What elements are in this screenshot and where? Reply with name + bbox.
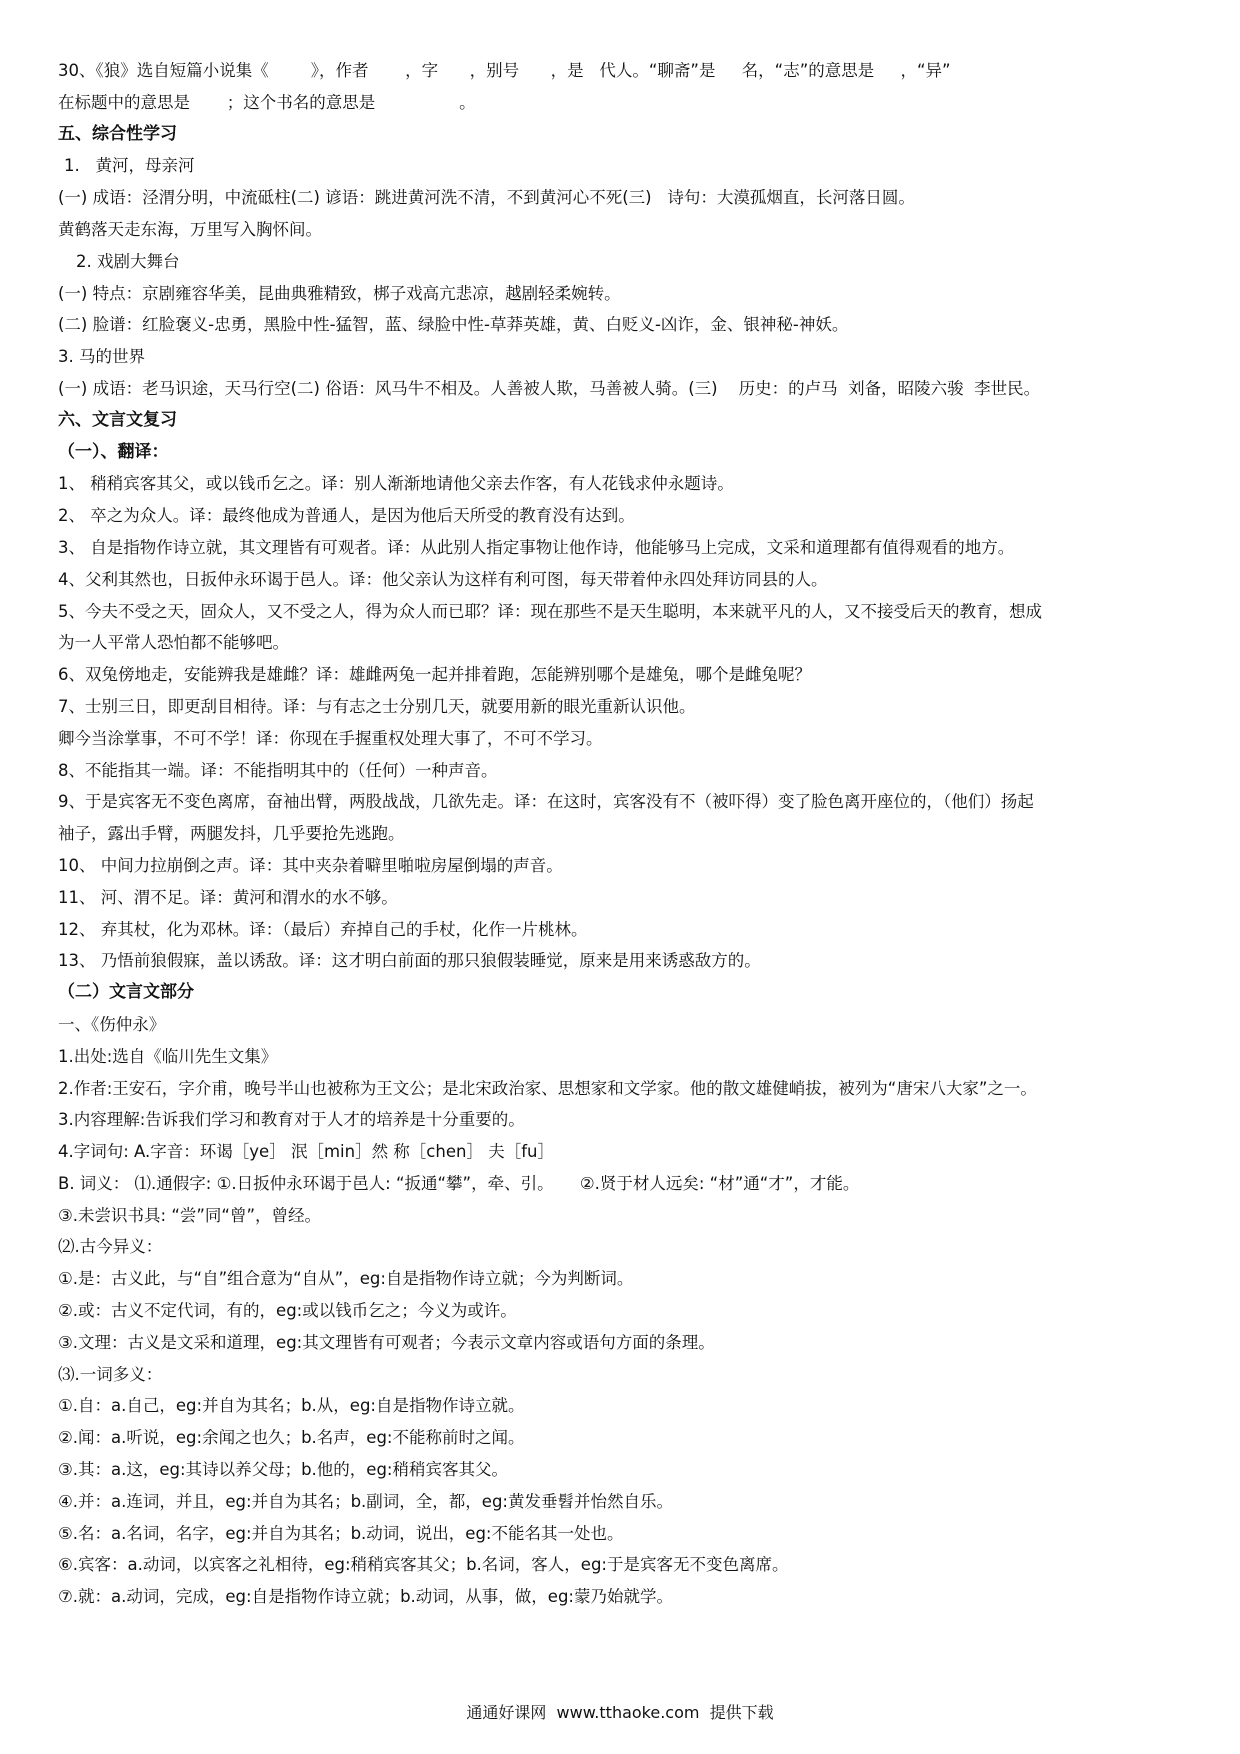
text-line: ①.自：a.自己，eg:并自为其名；b.从，eg:自是指物作诗立就。: [58, 1396, 525, 1416]
section-heading: 六、文言文复习: [58, 409, 177, 430]
text-line: ③.文理：古义是文采和道理，eg:其文理皆有可观者；今表示文章内容或语句方面的条理。: [58, 1332, 715, 1352]
text-line: 9、于是宾客无不变色离席，奋袖出臂，两股战战，几欲先走。译：在这时，宾客没有不（被吓得）变了脸色离开座位的，（他们）扬起: [58, 792, 1034, 812]
text-line: (一) 成语：泾渭分明，中流砥柱(二) 谚语：跳进黄河洗不清，不到黄河心不死(三) 诗句：大漠孤烟直，长河落日圆。: [58, 188, 915, 208]
text-line: 5、今夫不受之天，固众人，又不受之人，得为众人而已耶？译：现在那些不是天生聪明，本来就平凡的人，又不接受后天的教育，想成: [58, 601, 1042, 621]
text-line: 卿今当涂掌事，不可不学！译：你现在手握重权处理大事了，不可不学习。: [58, 728, 603, 748]
text-line: B. 词义： ⑴.通假字: ①.日扳仲永环谒于邑人: “扳通“攀”，牵、引。 ②.贤于材人远矣: “材”通“才”，才能。: [58, 1173, 860, 1193]
text-line: 在标题中的意思是 ；这个书名的意思是 。: [58, 92, 476, 112]
text-line: 8、不能指其一端。译：不能指明其中的（任何）一种声音。: [58, 760, 498, 780]
text-line: (二) 脸谱：红脸褒义-忠勇，黑脸中性-猛智，蓝、绿脸中性-草莽英雄，黄、白贬义-凶诈，金、银神秘-神妖。: [58, 315, 849, 335]
text-line: 3. 马的世界: [58, 347, 145, 367]
text-line: 1.出处:选自《临川先生文集》: [58, 1046, 278, 1066]
text-line: 2.作者:王安石，字介甫，晚号半山也被称为王文公；是北宋政治家、思想家和文学家。他的散文雄健峭拔，被列为“唐宋八大家”之一。: [58, 1078, 1037, 1098]
text-line: 4.字词句: A.字音：环谒［ye］ 泯［min］然 称［chen］ 夫［fu］: [58, 1142, 554, 1162]
section-heading: 五、综合性学习: [58, 123, 177, 144]
section-heading: （二）文言文部分: [58, 982, 194, 1003]
document-body: [58, 55, 1188, 1613]
text-line: (一) 特点：京剧雍容华美，昆曲典雅精致，梆子戏高亢悲凉，越剧轻柔婉转。: [58, 283, 621, 303]
text-line: 黄鹤落天走东海，万里写入胸怀间。: [58, 219, 322, 239]
text-line: ②.闻：a.听说，eg:余闻之也久；b.名声，eg:不能称前时之闻。: [58, 1428, 525, 1448]
text-line: ④.并：a.连词，并且，eg:并自为其名；b.副词，全，都，eg:黄发垂髫并怡然自乐。: [58, 1491, 673, 1511]
text-line: 6、双兔傍地走，安能辨我是雄雌？译：雄雌两兔一起并排着跑，怎能辨别哪个是雄兔，哪个是雌兔呢？: [58, 665, 811, 685]
text-line: ①.是：古义此，与“自”组合意为“自从”，eg:自是指物作诗立就；今为判断词。: [58, 1269, 634, 1289]
text-line: 30、《狼》选自短篇小说集《 》，作者 ，字 ，别号 ，是 代人。“聊斋”是 名，“志”的意思是 ，“异”: [58, 61, 951, 80]
text-line: 2、 卒之为众人。译：最终他成为普通人，是因为他后天所受的教育没有达到。: [58, 506, 635, 526]
text-line: 1、 稍稍宾客其父，或以钱币乞之。译：别人渐渐地请他父亲去作客，有人花钱求仲永题诗。: [58, 474, 734, 494]
text-line: ⑵.古今异义：: [58, 1237, 163, 1257]
text-line: ③.未尝识书具: “尝”同“曾”，曾经。: [58, 1205, 322, 1225]
text-line: ⑦.就：a.动词，完成，eg:自是指物作诗立就；b.动词，从事，做，eg:蒙乃始就学。: [58, 1587, 673, 1607]
text-line: 4、父利其然也，日扳仲永环谒于邑人。译：他父亲认为这样有利可图，每天带着仲永四处拜访同县的人。: [58, 569, 828, 589]
text-line: ③.其：a.这，eg:其诗以养父母；b.他的，eg:稍稍宾客其父。: [58, 1460, 508, 1480]
text-line: 7、士别三日，即更刮目相待。译：与有志之士分别几天，就要用新的眼光重新认识他。: [58, 696, 696, 716]
text-line: 袖子，露出手臂，两腿发抖，几乎要抢先逃跑。: [58, 824, 405, 844]
text-line: (一) 成语：老马识途，天马行空(二) 俗语：风马牛不相及。人善被人欺，马善被人骑。(三) 历史：的卢马 刘备，昭陵六骏 李世民。: [58, 378, 1041, 398]
text-line: 3、 自是指物作诗立就，其文理皆有可观者。译：从此别人指定事物让他作诗，他能够马上完成，文采和道理都有值得观看的地方。: [58, 537, 1015, 557]
text-line: 为一人平常人恐怕都不能够吧。: [58, 633, 289, 653]
text-line: 10、 中间力拉崩倒之声。译：其中夹杂着噼里啪啦房屋倒塌的声音。: [58, 855, 563, 875]
text-line: ⑶.一词多义：: [58, 1364, 163, 1384]
section-heading: （一）、翻译：: [58, 441, 169, 462]
text-line: 11、 河、渭不足。译：黄河和渭水的水不够。: [58, 887, 398, 907]
text-line: 一、《伤仲永》: [58, 1014, 166, 1034]
text-line: ⑤.名：a.名词，名字，eg:并自为其名；b.动词，说出，eg:不能名其一处也。: [58, 1523, 624, 1543]
text-line: 13、 乃悟前狼假寐，盖以诱敌。译：这才明白前面的那只狼假装睡觉，原来是用来诱惑敌方的。: [58, 951, 761, 971]
text-line: 2. 戏剧大舞台: [76, 251, 180, 271]
text-line: 3.内容理解:告诉我们学习和教育对于人才的培养是十分重要的。: [58, 1110, 525, 1130]
page-footer: 通通好课网 www.tthaoke.com 提供下载: [466, 1703, 774, 1722]
text-line: 1. 黄河，母亲河: [64, 156, 195, 176]
text-line: ②.或：古义不定代词，有的，eg:或以钱币乞之；今义为或许。: [58, 1301, 517, 1321]
text-line: ⑥.宾客：a.动词，以宾客之礼相待，eg:稍稍宾客其父；b.名词，客人，eg:于是宾客无不变色离席。: [58, 1555, 789, 1575]
text-line: 12、 弃其杖，化为邓林。译：（最后）弃掉自己的手杖，化作一片桃林。: [58, 919, 588, 939]
